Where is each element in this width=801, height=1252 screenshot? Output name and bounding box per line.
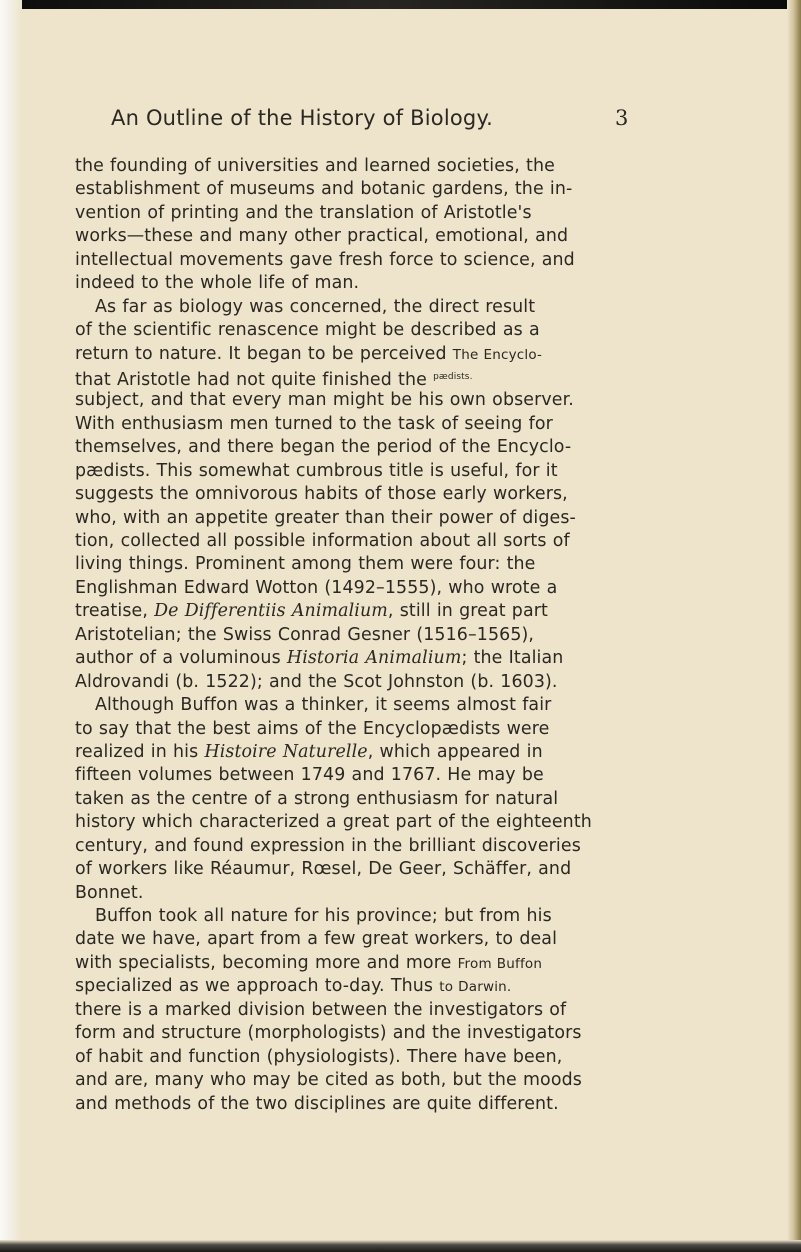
text-line (75, 741, 635, 764)
body-text (75, 155, 635, 1116)
text-line (75, 343, 635, 366)
text-line: taken as the centre of a strong enthusiasm for natural (75, 788, 559, 809)
text-line: subject, and that every man might be his own observer. (75, 390, 574, 411)
scan-edge-left (0, 0, 22, 1252)
scan-edge-top (0, 0, 801, 9)
running-head (75, 104, 745, 144)
text-line (75, 952, 635, 975)
line-text: treatise, (75, 601, 155, 622)
text-line: suggests the omnivorous habits of those early workers, (75, 484, 568, 505)
page-number: 3 (615, 106, 629, 130)
text-line: and methods of the two disciplines are quite different. (75, 1093, 559, 1114)
sidenote-encyclopaedists-cont: pædists. (433, 371, 473, 382)
text-line: As far as biology was concerned, the direct result (95, 296, 536, 317)
sidenote-buffon-darwin: From Buffon (457, 955, 543, 972)
line-text: ; the Italian (461, 648, 564, 669)
text-line: there is a marked division between the investigators of (75, 999, 567, 1020)
text-line: Bonnet. (75, 882, 144, 903)
text-line: who, with an appetite greater than their power of diges- (75, 507, 576, 528)
text-line: tion, collected all possible information about all sorts of (75, 531, 570, 551)
text-line: vention of printing and the translation of Aristotle's (75, 202, 532, 223)
line-text: return to nature. It began to be perceived (75, 343, 447, 364)
sidenote-buffon-darwin-cont: to Darwin. (439, 979, 512, 996)
line-text: realized in his (75, 741, 205, 762)
running-title: An Outline of the History of Biology. (111, 106, 493, 130)
text-line: establishment of museums and botanic gardens, the in- (75, 179, 573, 200)
scan-edge-right (787, 0, 801, 1252)
text-line (75, 600, 635, 623)
text-line: themselves, and there began the period of the Encyclo- (75, 437, 572, 458)
text-line: indeed to the whole life of man. (75, 273, 360, 294)
line-text: , which appeared in (367, 741, 543, 762)
text-line: Englishman Edward Wotton (1492–1555), who wrote a (75, 577, 558, 598)
text-line: of workers like Réaumur, Rœsel, De Geer, Schäffer, and (75, 859, 572, 880)
text-line: Aldrovandi (b. 1522); and the Scot Johnston (b. 1603). (75, 671, 558, 692)
text-line: form and structure (morphologists) and the investigators (75, 1023, 582, 1044)
text-line: century, and found expression in the brilliant discoveries (75, 835, 581, 856)
line-text: author of a voluminous (75, 648, 287, 669)
text-line: the founding of universities and learned societies, the (75, 156, 555, 176)
book-title-italic: Historia Animalium (286, 648, 462, 669)
book-page (75, 104, 745, 1116)
scan-edge-bottom (0, 1240, 801, 1252)
text-line: Aristotelian; the Swiss Conrad Gesner (1516–1565), (75, 624, 535, 645)
text-line: of habit and function (physiologists). There have been, (75, 1046, 563, 1067)
text-line: Although Buffon was a thinker, it seems almost fair (95, 695, 552, 716)
text-line: intellectual movements gave fresh force to science, and (75, 249, 575, 270)
text-line: to say that the best aims of the Encyclopædists were (75, 718, 550, 739)
text-line: history which characterized a great part of the eighteenth (75, 812, 592, 833)
text-line: and are, many who may be cited as both, but the moods (75, 1070, 582, 1091)
text-line (75, 975, 635, 998)
sidenote-encyclopaedists: The Encyclo- (452, 346, 543, 363)
text-line: With enthusiasm men turned to the task of seeing for (75, 413, 553, 434)
text-line: living things. Prominent among them were four: the (75, 554, 536, 575)
text-line: works—these and many other practical, emotional, and (75, 226, 569, 247)
text-line: Buffon took all nature for his province; but from his (95, 906, 552, 926)
line-text: that Aristotle had not quite finished the (75, 369, 427, 390)
text-line: of the scientific renascence might be described as a (75, 320, 540, 341)
text-line: pædists. This somewhat cumbrous title is useful, for it (75, 460, 558, 481)
line-text: , still in great part (387, 601, 548, 622)
book-title-italic: De Differentiis Animalium (154, 601, 388, 622)
text-line (75, 366, 635, 389)
line-text: specialized as we approach to-day. Thus (75, 976, 434, 997)
line-text: with specialists, becoming more and more (75, 952, 452, 973)
book-title-italic: Histoire Naturelle (204, 741, 368, 762)
text-line: date we have, apart from a few great workers, to deal (75, 929, 558, 950)
text-line: fifteen volumes between 1749 and 1767. He may be (75, 765, 544, 786)
text-line (75, 647, 635, 670)
